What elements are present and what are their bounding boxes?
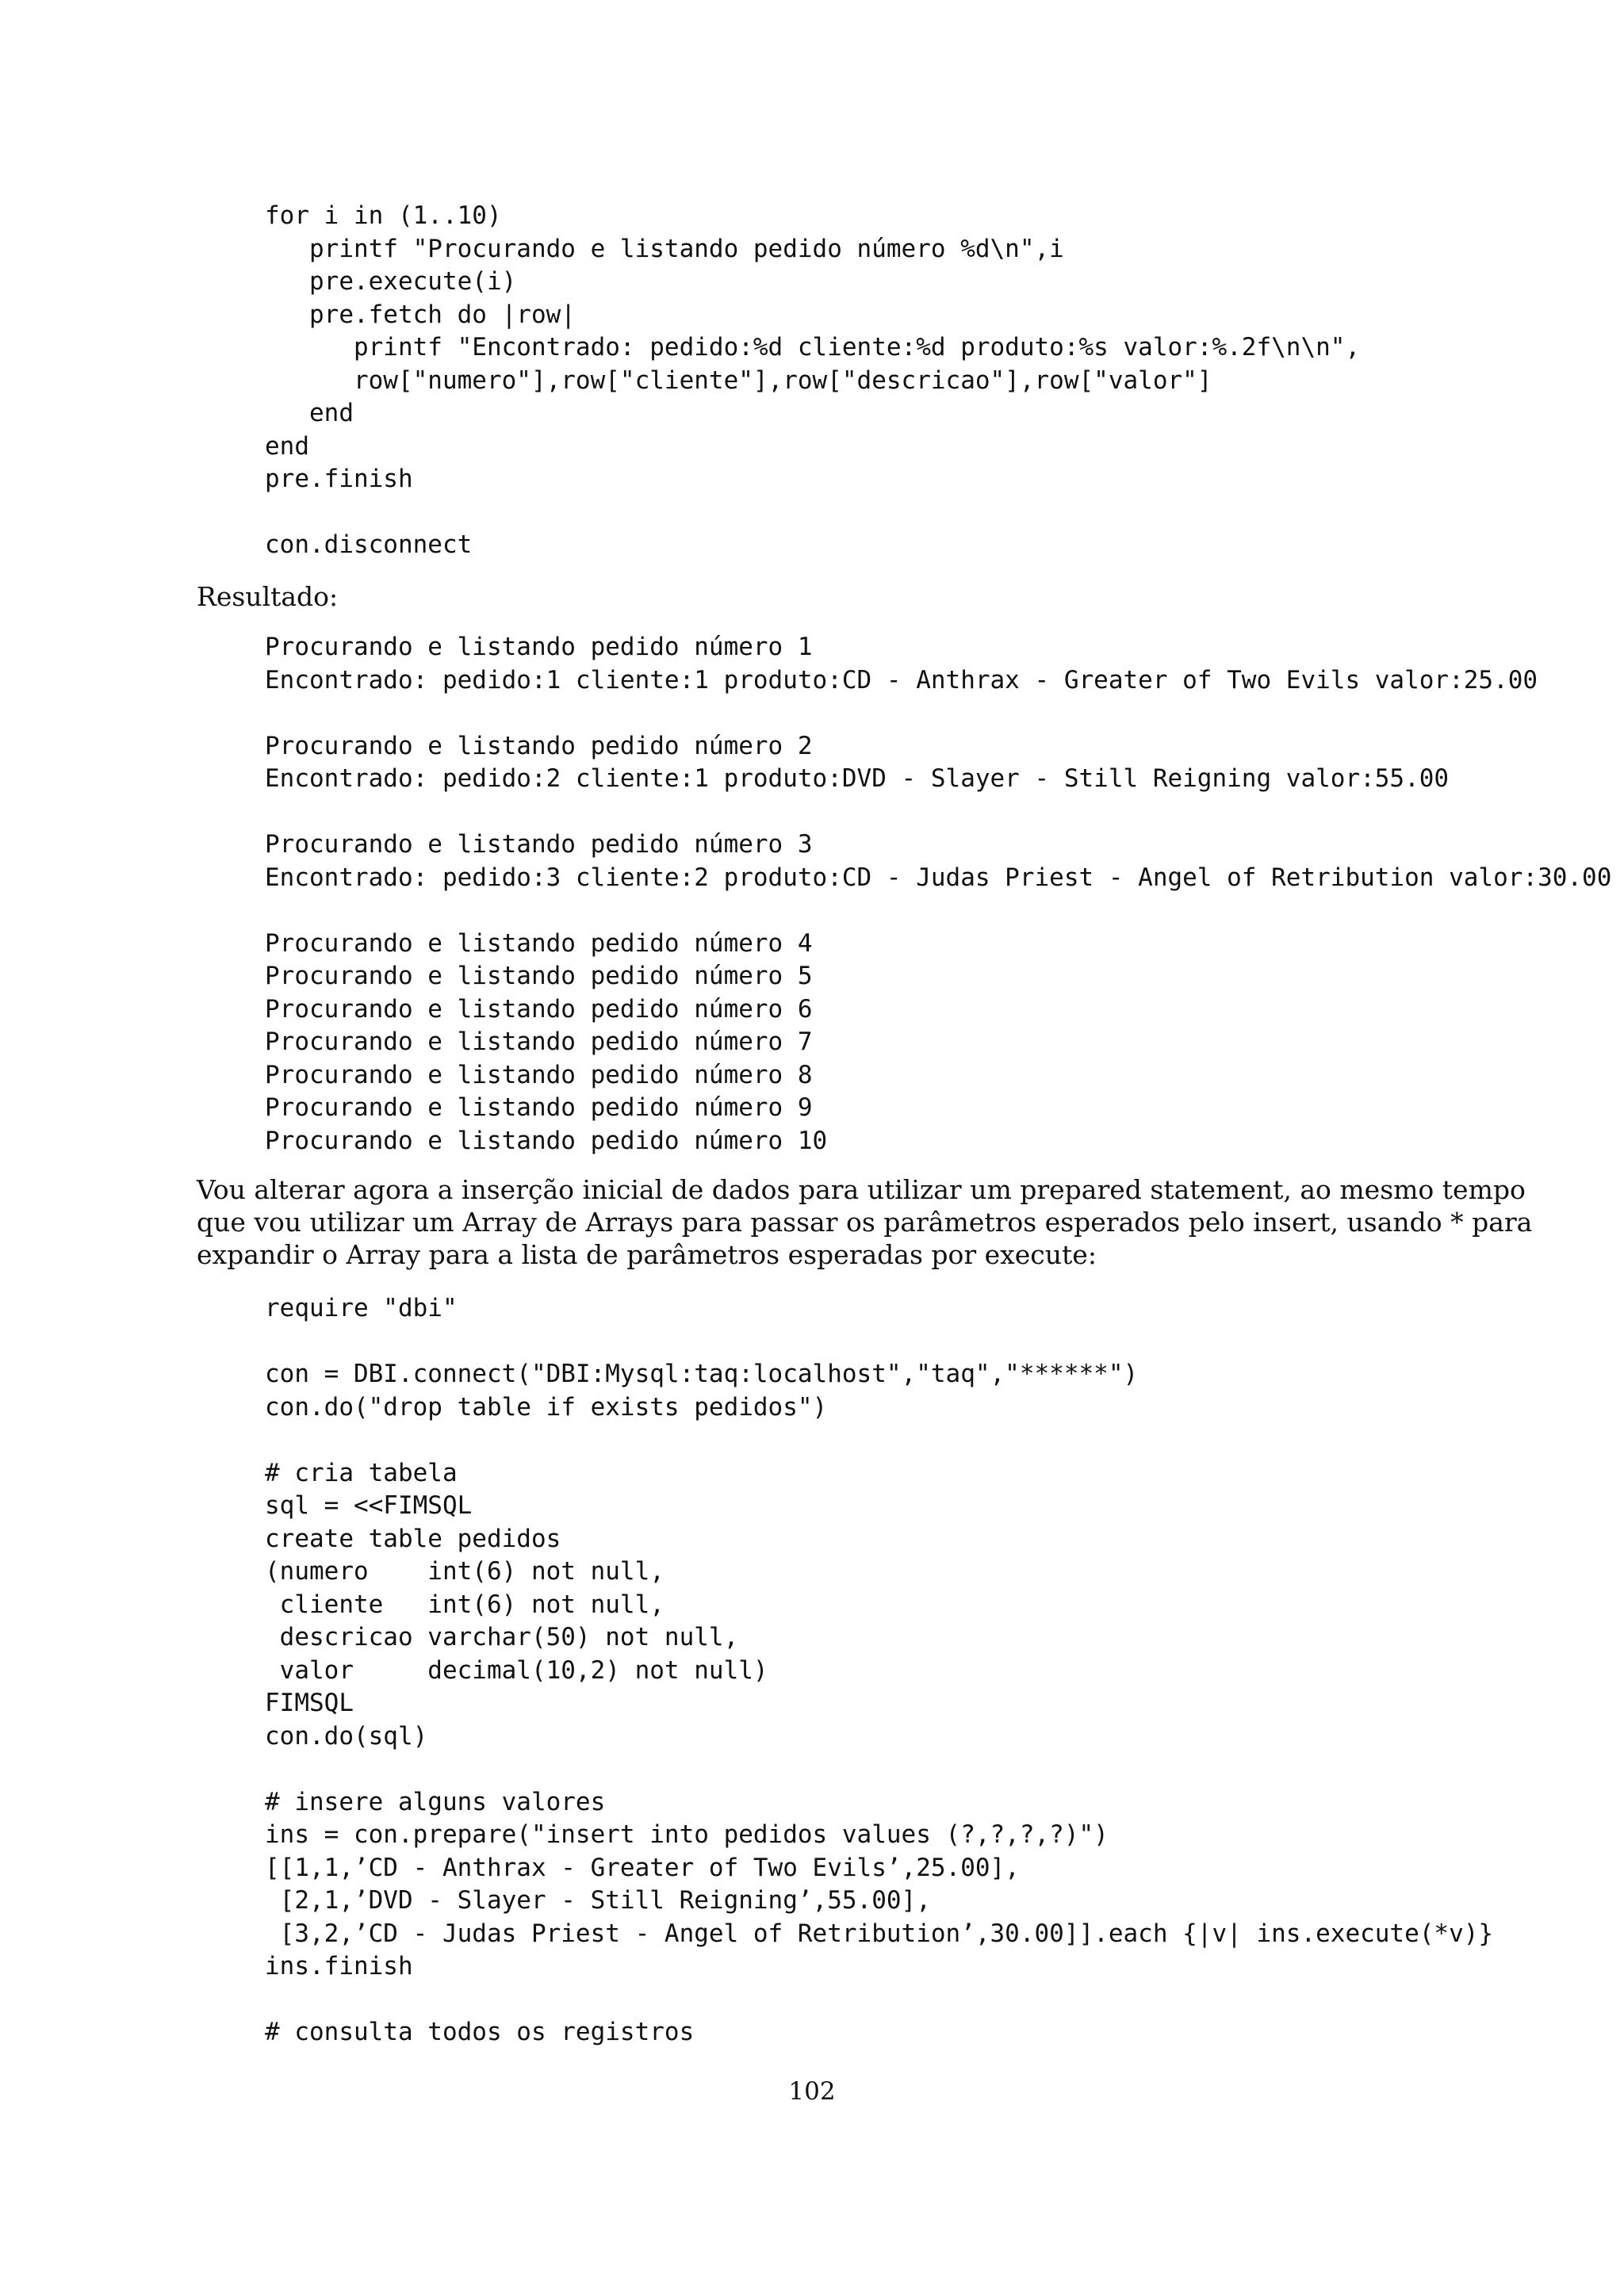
page-number: 102 [788, 2077, 836, 2106]
code-block-output: Procurando e listando pedido número 1 Encontrado: pedido:1 cliente:1 produto:CD - Anthrax - Greater of Two Evils valor:25.00 Procurando e listando pedido número 2 Encontrado: pedido:2 cliente:1 produto:DVD - Slayer - Still Reigning valor:55.00 Procurando e listando pedido número 3 Encontrado: pedido:3 cliente:2 produto:CD - Judas Priest - Angel of Retribution valor:30.00 Procurando e listando pedido número 4 Procurando e listando pedido número 5 Procurando e listando pedido número 6 Procurando e listando pedido número 7 Procurando e listando pedido número 8 Procurando e listando pedido número 9 Procurando e listando pedido número 10 [265, 633, 1612, 1155]
code-block-prepared-insert: require "dbi" con = DBI.connect("DBI:Mysql:taq:localhost","taq","******") con.do("drop table if exists pedidos") # cria tabela sql = <<FIMSQL create table pedidos (numero int(6) not null, cliente int(6) not null, descricao varchar(50) not null, valor decimal(10,2) not null) FIMSQL con.do(sql) # insere alguns valores ins = con.prepare("insert into pedidos values (?,?,?,?)") [[1,1,’CD - Anthrax - Greater of Two Evils’,25.00], [2,1,’DVD - Slayer - Still Reigning’,55.00], [3,2,’CD - Judas Priest - Angel of Retribution’,30.00]].each {|v| ins.execute(*v)} ins.finish # consulta todos os registros [265, 1294, 1494, 2046]
paragraph-line: Vou alterar agora a inserção inicial de dados para utilizar um prepared statement, ao mesmo tempo [197, 1174, 1526, 1205]
intro-paragraph [197, 1173, 1533, 1271]
resultado-label: Resultado: [197, 581, 339, 612]
code-block-fetch-loop: for i in (1..10) printf "Procurando e listando pedido número %d\n",i pre.execute(i) pre.fetch do |row| printf "Encontrado: pedido:%d cliente:%d produto:%s valor:%.2f\n\n", row["numero"],row["cliente"],row["descricao"],row["valor"] end end pre.finish con.disconnect [265, 201, 1361, 559]
paragraph-line: expandir o Array para a lista de parâmetros esperadas por execute: [197, 1239, 1097, 1270]
paragraph-line: que vou utilizar um Array de Arrays para passar os parâmetros esperados pelo insert, usando * para [197, 1207, 1533, 1238]
